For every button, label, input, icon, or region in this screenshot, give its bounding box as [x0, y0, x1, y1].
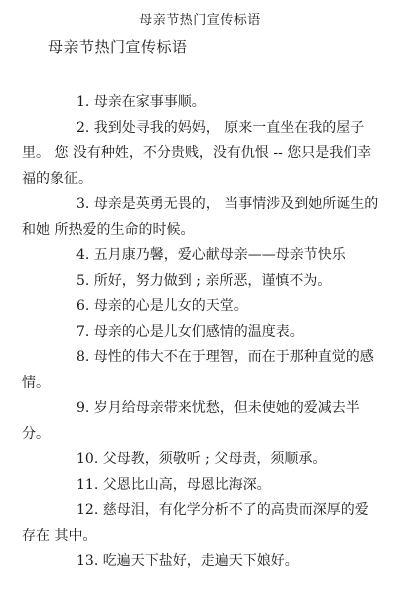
- list-item: 13. 吃遍天下盐好，走遍天下娘好。: [76, 553, 299, 569]
- list-item: 12. 慈母泪，有化学分析不了的高贵而深厚的爱存在 其中。: [22, 502, 369, 544]
- list-item: 1. 母亲在家事事顺。: [76, 94, 206, 110]
- list-item: 7. 母亲的心是儿女们感情的温度表。: [76, 323, 304, 340]
- list-item: 8. 母性的伟大不在于理智，而在于那种直觉的感情。: [22, 349, 374, 391]
- list-item: 10. 父母教，须敬听 ; 父母责，须顺承。: [76, 451, 327, 467]
- list-item: 5. 所好，努力做到 ; 亲所恶，谨慎不为。: [76, 272, 332, 289]
- list-item: 6. 母亲的心是儿女的天堂。: [76, 298, 248, 314]
- list-item: 3. 母亲是英勇无畏的， 当事情涉及到她所诞生的和她 所热爱的生命的时候。: [22, 196, 379, 238]
- list-item: 11. 父恩比山高，母恩比海深。: [76, 476, 271, 493]
- document-title: 母亲节热门宣传标语: [48, 38, 188, 56]
- list-item: 9. 岁月给母亲带来忧愁，但未使她的爱减去半分。: [22, 400, 360, 442]
- list-item: 2. 我到处寻我的妈妈， 原来一直坐在我的屋子里。 您 没有种姓，不分贵贱，没有仇恨 -- 您只是我们幸福的象征。: [22, 119, 372, 187]
- header-title: 母亲节热门宣传标语: [139, 13, 261, 28]
- slogan-list: [22, 90, 380, 575]
- list-item: 4. 五月康乃馨，爱心献母亲——母亲节快乐: [76, 247, 346, 263]
